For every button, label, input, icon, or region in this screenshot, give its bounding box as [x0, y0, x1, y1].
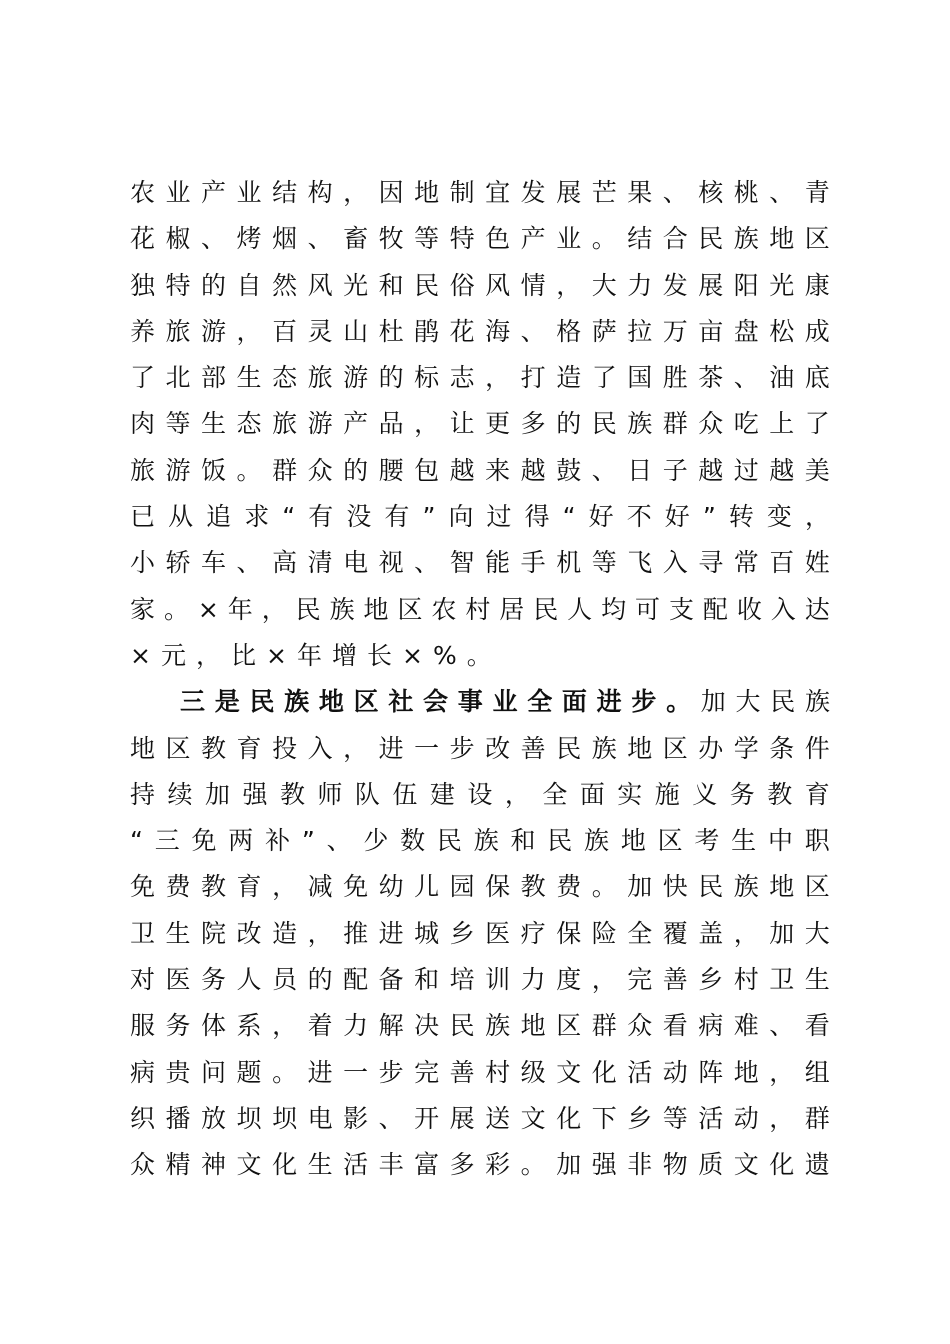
text-line: × 元 ， 比 × 年 增 长 × % 。	[130, 640, 502, 670]
text-line: 对 医 务 人 员 的 配 备 和 培 训 力 度 ， 完 善 乡 村 卫 生	[130, 965, 830, 995]
text-line: 已 从 追 求 “ 有 没 有 ” 向 过 得 “ 好 不 好 ” 转 变 ，	[130, 502, 830, 532]
text-line: 持 续 加 强 教 师 队 伍 建 设 ， 全 面 实 施 义 务 教 育	[130, 779, 830, 809]
text-line: 了 北 部 生 态 旅 游 的 标 志 ， 打 造 了 国 胜 茶 、 油 底	[130, 363, 830, 393]
text-line: 花 椒 、 烤 烟 、 畜 牧 等 特 色 产 业 。 结 合 民 族 地 区	[130, 224, 830, 254]
text-line: 养 旅 游 ， 百 灵 山 杜 鹃 花 海 、 格 萨 拉 万 亩 盘 松 成	[130, 316, 830, 346]
text-line: “ 三 免 两 补 ” 、 少 数 民 族 和 民 族 地 区 考 生 中 职	[130, 826, 830, 856]
text-line: 农 业 产 业 结 构 ， 因 地 制 宜 发 展 芒 果 、 核 桃 、 青	[130, 178, 830, 207]
text-line: 肉 等 生 态 旅 游 产 品 ， 让 更 多 的 民 族 群 众 吃 上 了	[130, 409, 830, 439]
text-line: 地 区 教 育 投 入 ， 进 一 步 改 善 民 族 地 区 办 学 条 件	[130, 733, 830, 763]
text-line: 卫 生 院 改 造 ， 推 进 城 乡 医 疗 保 险 全 覆 盖 ， 加 大	[130, 918, 830, 948]
text-line: 旅 游 饭 。 群 众 的 腰 包 越 来 越 鼓 、 日 子 越 过 越 美	[130, 455, 830, 485]
body-text	[130, 170, 830, 1189]
text-line: 三 是 民 族 地 区 社 会 事 业 全 面 进 步 。 加 大 民 族	[180, 687, 830, 717]
text-line: 众 精 神 文 化 生 活 丰 富 多 彩 。 加 强 非 物 质 文 化 遗	[130, 1150, 830, 1180]
text-line: 织 播 放 坝 坝 电 影 、 开 展 送 文 化 下 乡 等 活 动 ， 群	[130, 1103, 830, 1133]
text-line: 小 轿 车 、 高 清 电 视 、 智 能 手 机 等 飞 入 寻 常 百 姓	[130, 548, 830, 578]
text-line: 独 特 的 自 然 风 光 和 民 俗 风 情 ， 大 力 发 展 阳 光 康	[130, 270, 830, 300]
text-line: 免 费 教 育 ， 减 免 幼 儿 园 保 教 费 。 加 快 民 族 地 区	[130, 872, 830, 902]
text-line: 病 贵 问 题 。 进 一 步 完 善 村 级 文 化 活 动 阵 地 ， 组	[130, 1057, 830, 1087]
text-line: 家 。 × 年 ， 民 族 地 区 农 村 居 民 人 均 可 支 配 收 入 达	[130, 594, 830, 624]
text-line: 服 务 体 系 ， 着 力 解 决 民 族 地 区 群 众 看 病 难 、 看	[130, 1011, 830, 1041]
